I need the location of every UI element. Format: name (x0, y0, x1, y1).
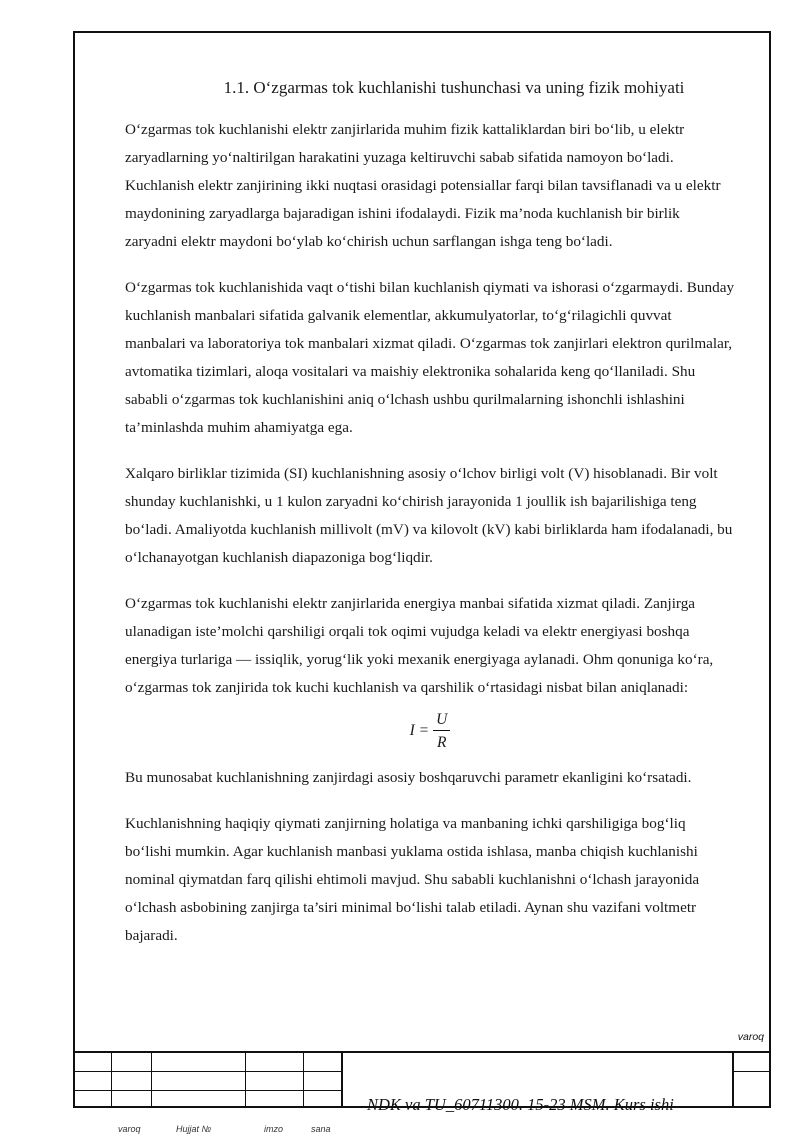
stamp-col-line (303, 1051, 304, 1108)
section-title: 1.1. O‘zgarmas tok kuchlanishi tushunchasi va uning fizik mohiyati (223, 78, 685, 97)
paragraph: O‘zgarmas tok kuchlanishida vaqt o‘tishi bilan kuchlanish qiymati va ishorasi o‘zgarmaydi. Bunday kuchlanish manbalari sifatida galvanik elementlar, akkumulyatorlar, to‘g‘rilagichli quvvat manbalari va laboratoriya tok manbalari xizmat qiladi. O‘zgarmas tok zanjirlari elektron qurilmalar, avtomatika tizimlari, aloqa vositalari va maishiy elektronika sohalarida keng qo‘llaniladi. Shu sababli o‘zgarmas tok kuchlanishini aniq o‘lchash ushbu qurilmalarning ishonchli ishlashini ta’minlashda muhim ahamiyatga ega. (125, 279, 735, 436)
formula-denominator: R (437, 733, 447, 751)
formula-fraction (433, 712, 450, 750)
formula-numerator: U (433, 712, 450, 731)
document-code: NDK va TU_60711300. 15-23 MSM. Kurs ishi (367, 1096, 674, 1112)
paragraph: Xalqaro birliklar tizimida (SI) kuchlanishning asosiy o‘lchov birligi volt (V) hisoblanadi. Bir volt shunday kuchlanishki, u 1 kulon zaryadni ko‘chirish jarayonida 1 joullik ish bajarilishiga teng bo‘ladi. Amaliyotda kuchlanish millivolt (mV) va kilovolt (kV) kabi birliklarda ham ifodalanadi, bu o‘lchanayotgan kuchlanish diapazoniga bog‘liqdir. (125, 465, 733, 566)
stamp-col-line (732, 1051, 734, 1108)
stamp-col-line (151, 1051, 152, 1108)
stamp-col-line (111, 1051, 112, 1108)
stamp-column-label: imzo (264, 1124, 284, 1134)
stamp-column-label: Hujjat № (176, 1124, 212, 1134)
stamp-column-label: sana (311, 1124, 331, 1134)
sheet-label: varoq (737, 1031, 764, 1043)
paragraph: O‘zgarmas tok kuchlanishi elektr zanjirlarida muhim fizik kattaliklardan biri bo‘lib, u elektr zaryadlarning yo‘naltirilgan harakatini yuzaga keltiruvchi sabab sifatida namoyon bo‘ladi. Kuchlanish elektr zanjirining ikki nuqtasi orasidagi potensiallar farqi bilan tavsiflanadi va u elektr maydonining zaryadlarga bajaradigan ishini ifodalaydi. Fizik ma’noda kuchlanish bir birlik zaryadni elektr maydoni bo‘ylab ko‘chirish uchun sarflangan ishga teng bo‘ladi. (125, 121, 721, 250)
ohm-law-formula (125, 712, 735, 750)
stamp-col-line (245, 1051, 246, 1108)
stamp-row-line (733, 1071, 771, 1072)
formula-lhs: I = (409, 722, 430, 740)
paragraph: O‘zgarmas tok kuchlanishi elektr zanjirlarida energiya manbai sifatida xizmat qiladi. Zanjirga ulanadigan iste’molchi qarshiligi orqali tok oqimi vujudga keladi va elektr energiyasi boshqa energiya turlariga — issiqlik, yorug‘lik yoki mexanik energiyaga aylanadi. Ohm qonuniga ko‘ra, o‘zgarmas tok zanjirida tok kuchi kuchlanish va qarshilik o‘rtasidagi nisbat bilan aniqlanadi: (125, 595, 714, 696)
stamp-top-line (73, 1051, 771, 1053)
stamp-column-label: varoq (118, 1124, 141, 1134)
document-body (125, 74, 735, 968)
stamp-col-line (341, 1051, 343, 1108)
stamp-row-line (73, 1071, 341, 1072)
paragraph: Kuchlanishning haqiqiy qiymati zanjirning holatiga va manbaning ichki qarshiligiga bog‘liq bo‘lishi mumkin. Agar kuchlanish manbasi yuklama ostida ishlasa, manba chiqish kuchlanishi nominal qiymatdan farq qilishi ehtimoli mavjud. Shu sababli kuchlanishni o‘lchash jarayonida o‘lchash asbobining zanjirga ta’siri minimal bo‘lishi talab etiladi. Aynan shu vazifani voltmetr bajaradi. (125, 815, 700, 944)
paragraph: Bu munosabat kuchlanishning zanjirdagi asosiy boshqaruvchi parametr ekanligini ko‘rsatadi. (125, 769, 692, 786)
stamp-row-line (73, 1090, 341, 1091)
